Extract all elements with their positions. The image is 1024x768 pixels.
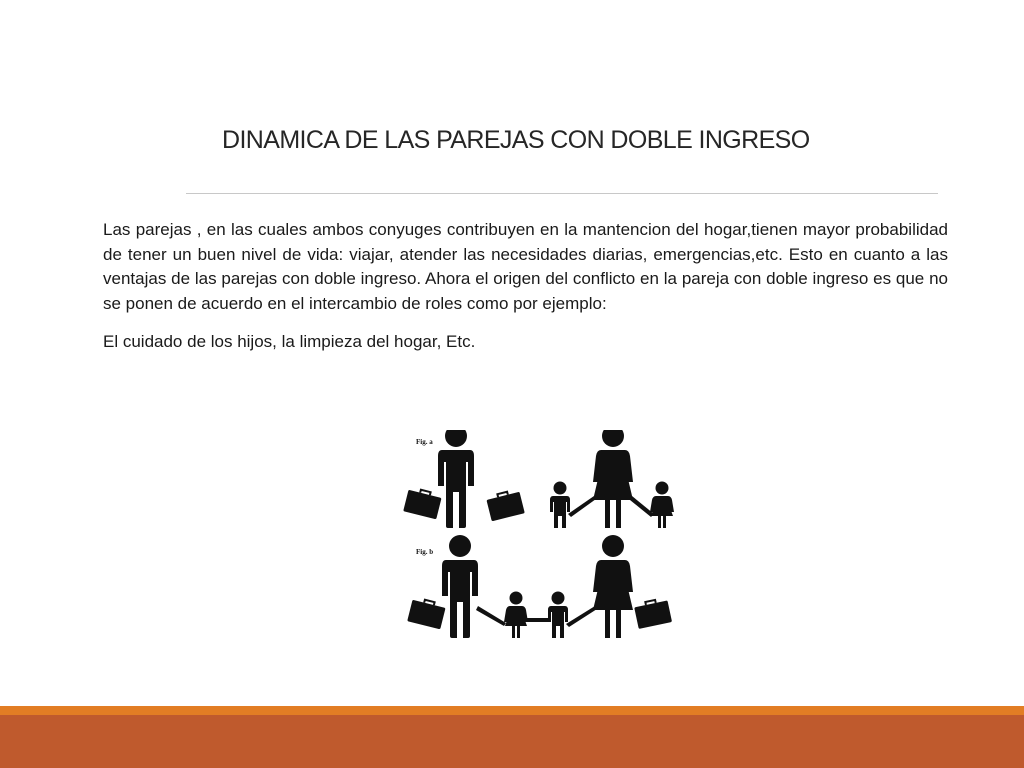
girl-figure-b <box>504 592 528 639</box>
family-figures-illustration <box>400 430 700 650</box>
footer-stripe <box>0 706 1024 715</box>
family-figures-svg <box>400 430 700 650</box>
hand-link-b3 <box>566 606 597 627</box>
title-divider <box>186 193 938 194</box>
fig-b-label: Fig. b <box>416 548 434 556</box>
hand-link-b2 <box>526 618 550 622</box>
hand-link-a1 <box>568 496 596 517</box>
body-paragraph-1: Las parejas , en las cuales ambos conyuges contribuyen en la mantencion del hogar,tienen mayor probabilidad de tener un buen nivel de vida: viajar, atender las necesidades diarias, emergencias,etc. Esto en cuanto a las ventajas de las parejas con doble ingreso. Ahora el origen del conflicto en la pareja con doble ingreso es que no se ponen de acuerdo en el intercambio de roles como por ejemplo: <box>103 220 948 313</box>
woman-figure-b <box>593 535 633 638</box>
briefcase-right-b <box>633 596 672 629</box>
hand-link-b1 <box>476 606 506 626</box>
boy-figure-a <box>550 482 570 529</box>
body-paragraph-2: El cuidado de los hijos, la limpieza del hogar, Etc. <box>103 332 476 351</box>
fig-b-group <box>407 535 672 638</box>
man-figure-b <box>442 535 478 638</box>
woman-figure-a <box>593 430 633 528</box>
man-figure-a <box>438 430 474 528</box>
hand-link-a2 <box>630 496 654 517</box>
briefcase-left-b <box>407 596 446 629</box>
slide-body <box>103 218 948 355</box>
briefcase-right-a <box>486 488 525 521</box>
briefcase-left-a <box>403 486 442 519</box>
boy-figure-b <box>548 592 568 639</box>
fig-a-label: Fig. a <box>416 438 433 446</box>
fig-a-group <box>403 430 674 528</box>
footer-band <box>0 706 1024 768</box>
girl-figure-a <box>650 482 674 529</box>
slide-title: DINAMICA DE LAS PAREJAS CON DOBLE INGRESO <box>222 126 810 154</box>
